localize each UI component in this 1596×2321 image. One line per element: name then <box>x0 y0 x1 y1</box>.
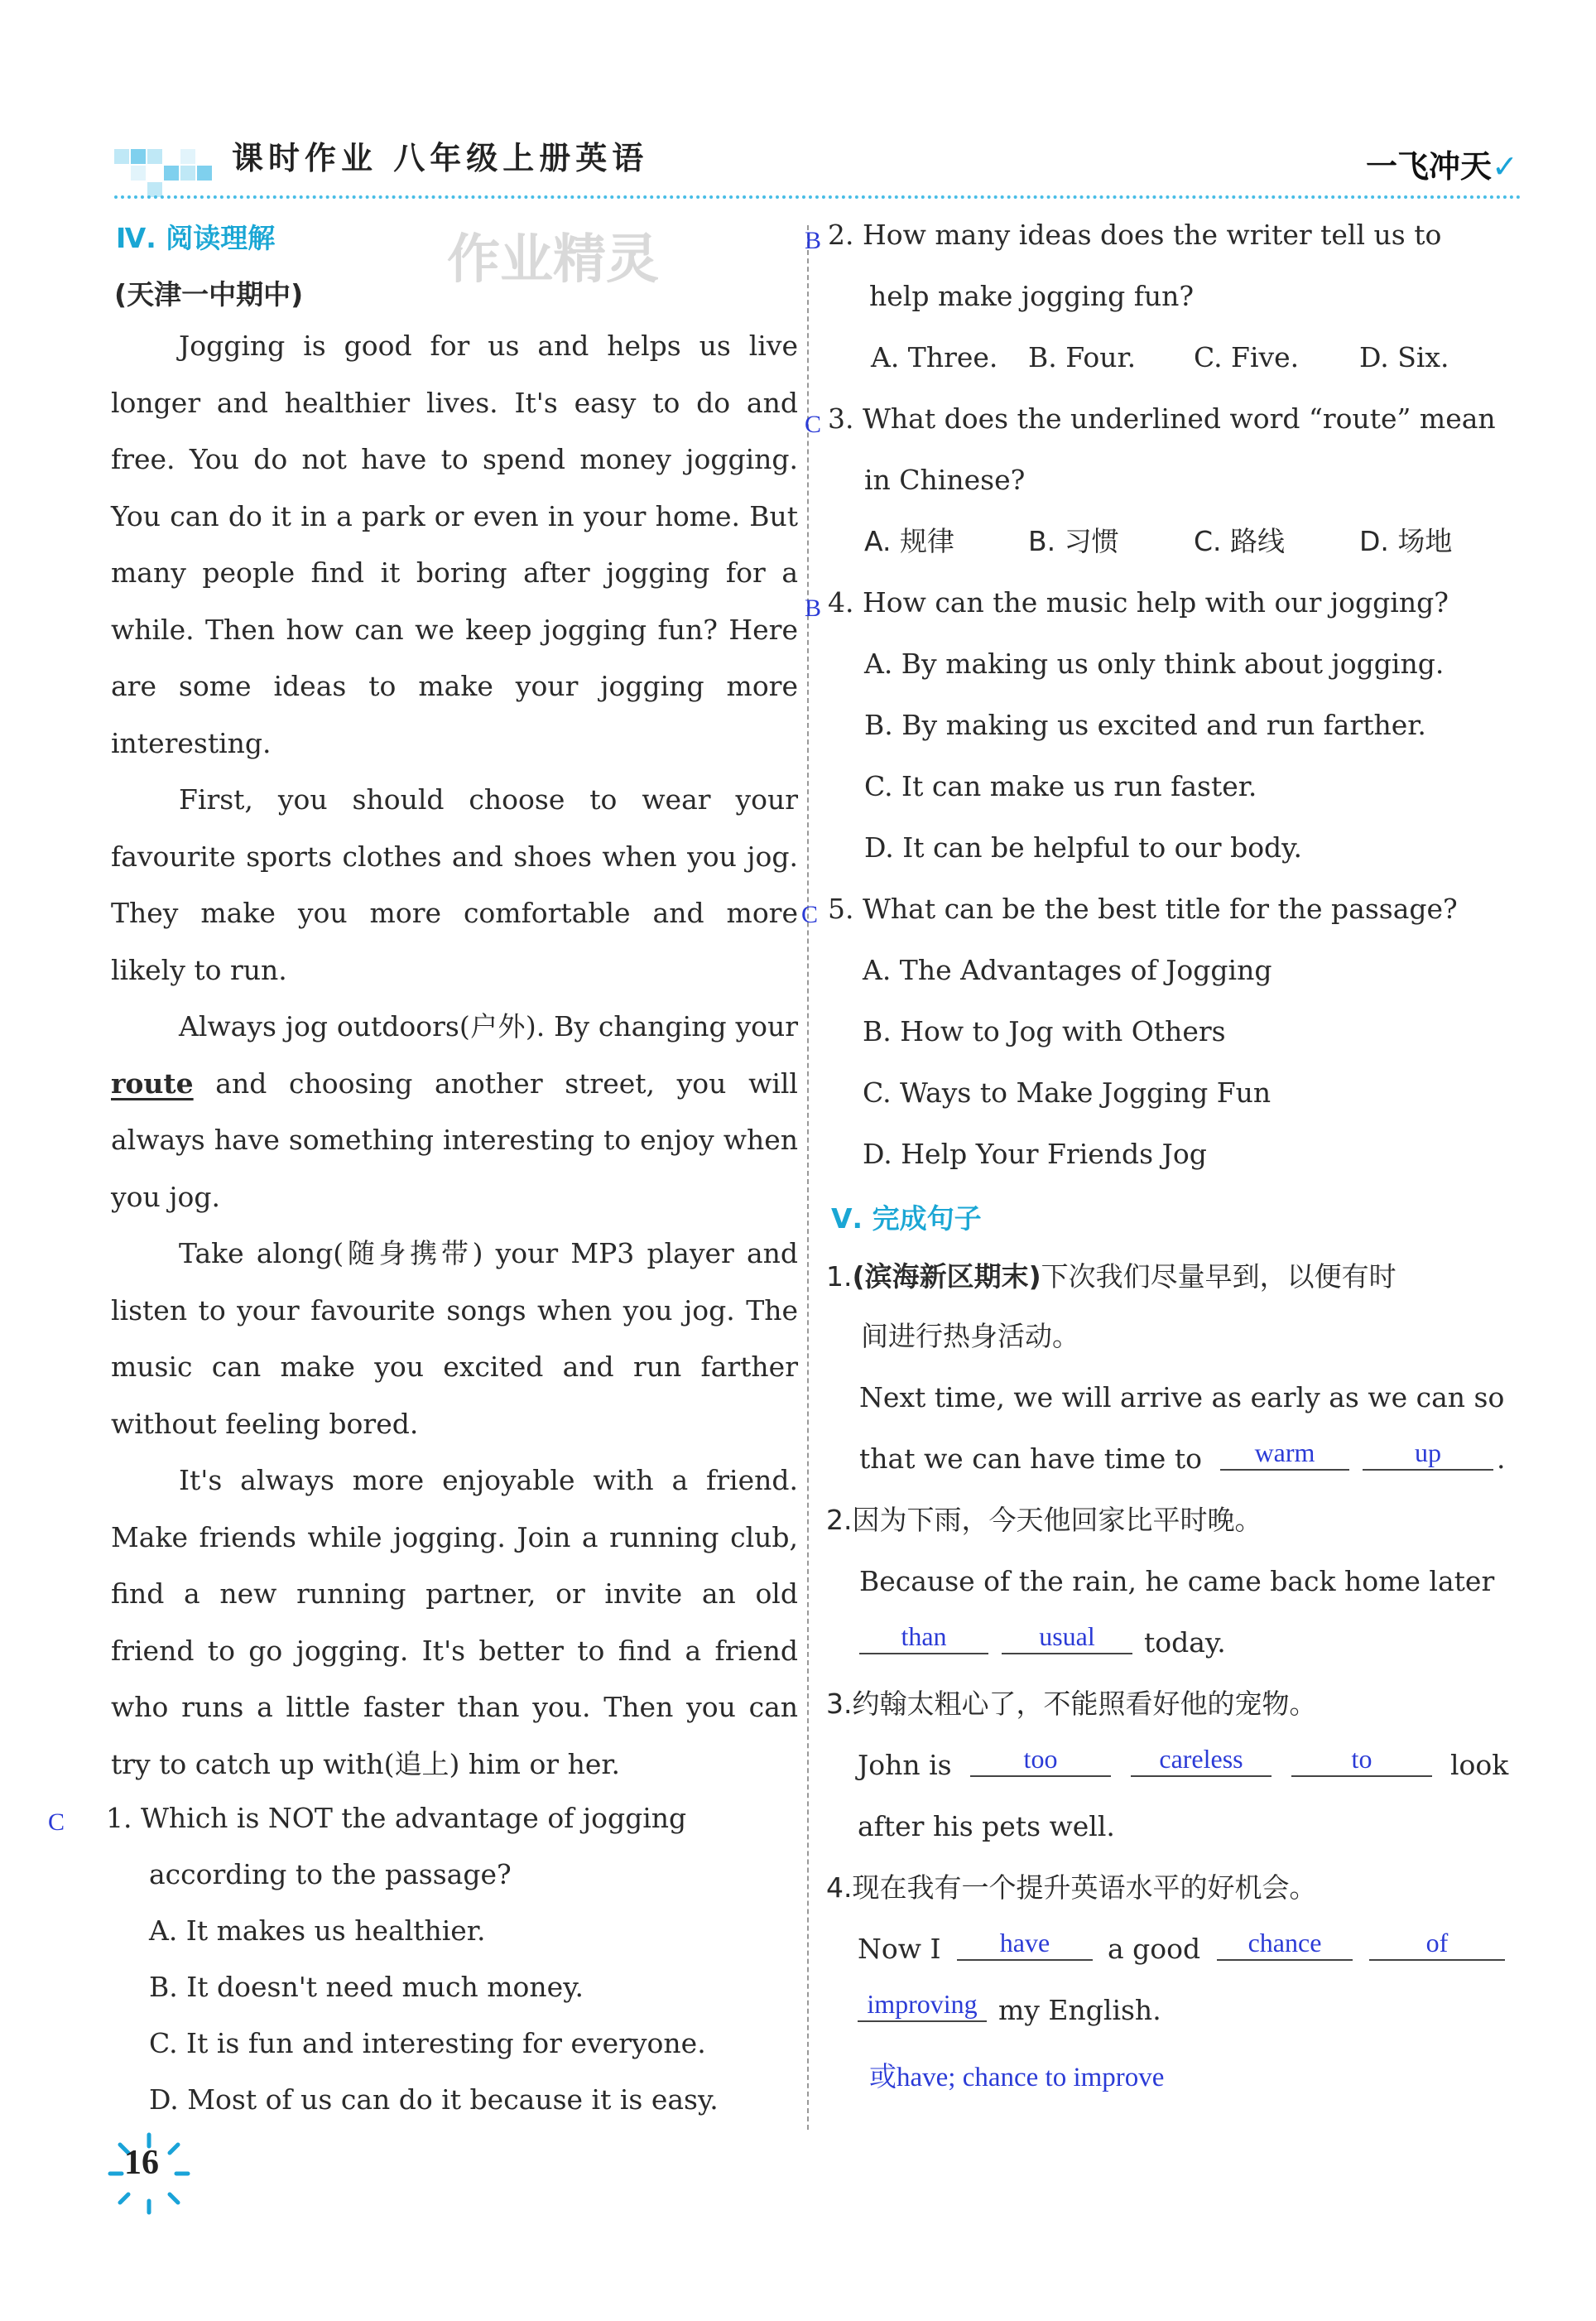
item-number: 3. <box>826 1688 853 1720</box>
question-stem: 3. What does the underlined word “route” mean <box>828 402 1496 435</box>
answer-blank[interactable]: have <box>957 1926 1093 1961</box>
answer-blank[interactable]: too <box>970 1742 1111 1777</box>
question-stem: 1. Which is NOT the advantage of jogging <box>106 1802 687 1834</box>
option: C. Five. <box>1194 341 1300 373</box>
option: D. 场地 <box>1359 525 1453 557</box>
answer-mark: C <box>805 411 822 438</box>
item-en-text: today. <box>1144 1626 1226 1659</box>
page-number: 16 <box>124 2144 159 2182</box>
question-stem: 4. How can the music help with our jogging? <box>828 586 1449 619</box>
answer-blank[interactable]: up <box>1363 1436 1493 1471</box>
answer-mark: B <box>805 595 822 622</box>
brand-text: 一飞冲天 <box>1366 148 1493 185</box>
passage-paragraph-1: Jogging is good for us and helps us live longer and healthier lives. It's easy to do and free. You do not have to spend money jogging. You can do it in a park or even in your home. But many people find it boring after jogging for a while. Then how can we keep jogging fun? Here are some ideas to make your jogging more interesting. <box>111 330 798 759</box>
watermark: 作业精灵 <box>447 229 659 291</box>
underlined-word-route: route <box>111 1067 194 1100</box>
option: B. By making us excited and run farther. <box>864 709 1426 741</box>
question-stem: according to the passage? <box>149 1858 512 1890</box>
answer-blank[interactable]: chance <box>1217 1926 1353 1961</box>
option: A. The Advantages of Jogging <box>863 954 1272 986</box>
sentence-item-1-cn <box>826 1259 1396 1295</box>
item-en-text: Because of the rain, he came back home later <box>859 1565 1495 1597</box>
header-decoration <box>114 141 222 199</box>
sentence-item-2-cn <box>826 1502 1262 1539</box>
answer-mark: B <box>805 227 822 254</box>
item-cn-text: 因为下雨，今天他回家比平时晚。 <box>852 1504 1262 1536</box>
passage-paragraph-4: Take along(随身携带) your MP3 player and listen to your favourite songs when you jog. The music can make you excited and run farther without feeling bored. <box>111 1237 798 1440</box>
option: C. It is fun and interesting for everyone. <box>149 2027 706 2059</box>
answer-blank[interactable]: improving <box>858 1987 987 2022</box>
item-en-text: Next time, we will arrive as early as we can so <box>859 1381 1505 1413</box>
item-cn-text: 约翰太粗心了，不能照看好他的宠物。 <box>852 1688 1317 1720</box>
column-divider <box>807 225 809 2130</box>
option: A. Three. <box>871 341 998 373</box>
question-stem: 2. How many ideas does the writer tell us to <box>828 219 1442 251</box>
answer-blank[interactable]: usual <box>1002 1620 1132 1654</box>
item-number: 1. <box>826 1260 853 1293</box>
item-en-text: Now I <box>858 1933 941 1965</box>
passage-paragraph-2: First, you should choose to wear your favourite sports clothes and shoes when you jog. They make you more comfortable and more likely to run. <box>111 783 798 986</box>
option: A. It makes us healthier. <box>149 1914 486 1947</box>
item-en-text: that we can have time to <box>859 1442 1202 1475</box>
option: A. By making us only think about jogging. <box>864 648 1445 680</box>
option: D. Six. <box>1359 341 1449 373</box>
answer-blank[interactable]: than <box>859 1620 988 1654</box>
item-number: 2. <box>826 1504 853 1536</box>
option: D. Most of us can do it because it is easy. <box>149 2083 719 2116</box>
section4-heading: Ⅳ. 阅读理解 <box>116 222 276 254</box>
option: B. It doesn't need much money. <box>149 1971 584 2003</box>
item-en-text: John is <box>858 1749 952 1781</box>
header-divider <box>114 195 1521 199</box>
passage-p3-after: and choosing another street, you will always have something interesting to enjoy when you jog. <box>111 1067 798 1213</box>
alternative-answer: 或have; chance to improve <box>869 2063 1165 2092</box>
option: D. Help Your Friends Jog <box>863 1138 1207 1170</box>
option: C. Ways to Make Jogging Fun <box>863 1076 1272 1109</box>
question-stem: in Chinese? <box>864 464 1026 496</box>
option: B. 习惯 <box>1028 525 1119 557</box>
header-title: 课时作业 八年级上册英语 <box>232 140 649 176</box>
header-brand <box>1366 141 1518 186</box>
sentence-item-3-cn <box>826 1686 1317 1722</box>
sentence-item-4-cn <box>826 1870 1317 1906</box>
brand-check-icon: ✓ <box>1492 148 1518 185</box>
item-punctuation: . <box>1497 1442 1506 1475</box>
item-number: 4. <box>826 1871 853 1904</box>
item-en-text: a good <box>1108 1933 1201 1965</box>
option: B. How to Jog with Others <box>863 1015 1226 1047</box>
option: D. It can be helpful to our body. <box>864 831 1302 864</box>
section5-heading: Ⅴ. 完成句子 <box>831 1202 982 1235</box>
answer-blank[interactable]: warm <box>1220 1436 1349 1471</box>
reading-passage <box>111 318 798 1793</box>
item-cn-text: 现在我有一个提升英语水平的好机会。 <box>852 1871 1317 1904</box>
passage-p3-before: Always jog outdoors(户外). By changing your <box>179 1010 798 1043</box>
answer-mark: C <box>801 901 819 928</box>
option: C. It can make us run faster. <box>864 770 1257 802</box>
answer-mark: C <box>48 1808 65 1836</box>
question-stem: help make jogging fun? <box>869 280 1195 312</box>
answer-blank[interactable]: to <box>1291 1742 1432 1777</box>
item-en-text: look <box>1450 1749 1509 1781</box>
question-stem: 5. What can be the best title for the passage? <box>828 893 1458 925</box>
answer-blank[interactable]: of <box>1369 1926 1505 1961</box>
item-cn-text: 下次我们尽量早到，以便有时 <box>1041 1260 1396 1293</box>
answer-blank[interactable]: careless <box>1131 1742 1272 1777</box>
option: C. 路线 <box>1194 525 1286 557</box>
option: A. 规律 <box>864 525 954 557</box>
item-en-text: after his pets well. <box>858 1810 1115 1842</box>
option: B. Four. <box>1028 341 1137 373</box>
item-cn-text: 间进行热身活动。 <box>861 1320 1079 1352</box>
passage-paragraph-3 <box>111 999 798 1226</box>
item-source: (滨海新区期末) <box>852 1260 1041 1293</box>
item-en-text: my English. <box>998 1994 1161 2026</box>
passage-paragraph-5: It's always more enjoyable with a friend. Make friends while jogging. Join a running club, find a new running partner, or invite an old friend to go jogging. It's better to find a friend who runs a little faster than you. Then you can try to catch up with(追上) him or her. <box>111 1464 798 1780</box>
section4-source: (天津一中期中) <box>114 278 304 311</box>
